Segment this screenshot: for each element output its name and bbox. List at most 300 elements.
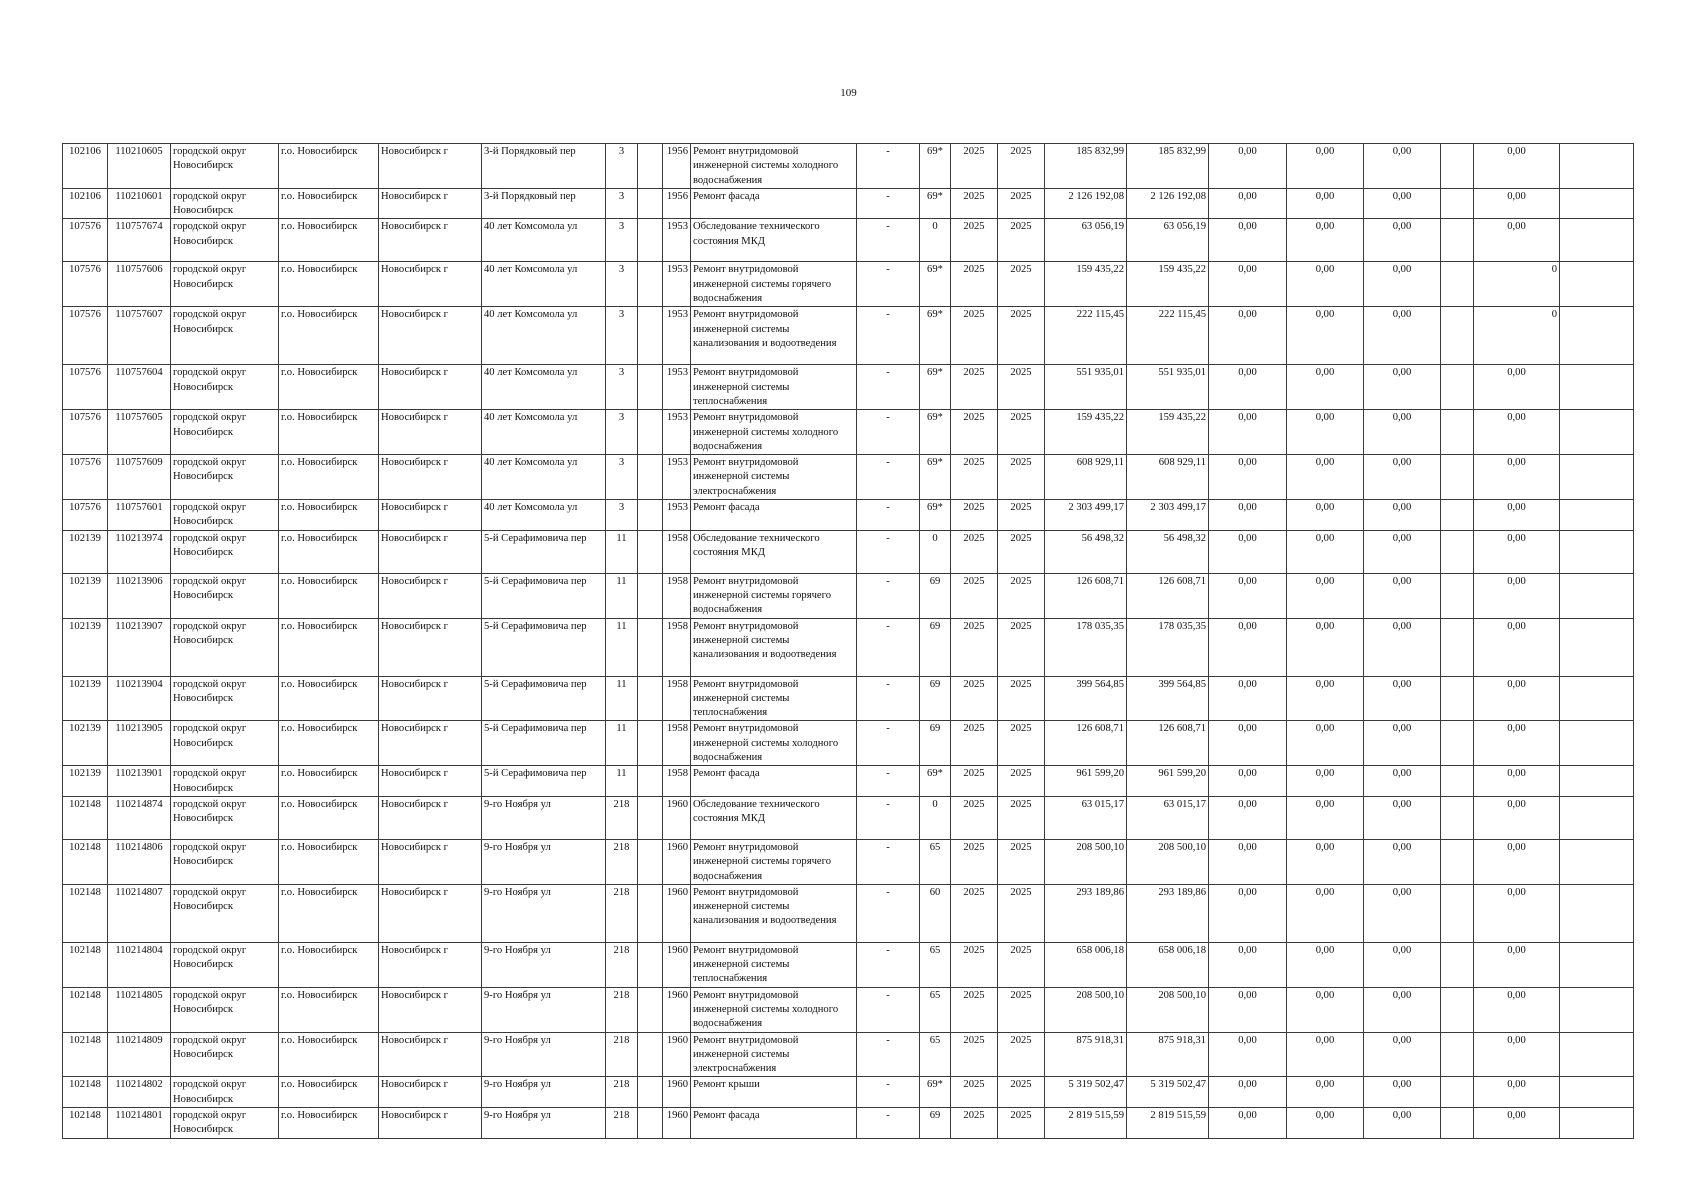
house-number: 11: [606, 676, 638, 721]
house-number: 218: [606, 1108, 638, 1139]
table-row: [63, 410, 1634, 455]
value-3: 0,00: [1364, 1032, 1441, 1077]
table-row: [63, 1032, 1634, 1077]
empty-cell: [638, 219, 663, 262]
empty-cell: [1441, 262, 1474, 307]
wear-percent: 69*: [920, 410, 951, 455]
empty-cell: [638, 188, 663, 219]
table-row: [63, 987, 1634, 1032]
empty-cell: [1441, 676, 1474, 721]
street: 40 лет Комсомола ул: [482, 500, 606, 531]
value-5: 0,00: [1474, 676, 1560, 721]
cost-fund: 63 015,17: [1127, 796, 1209, 839]
cost-total: 56 498,32: [1045, 530, 1127, 573]
work-code: 110213904: [108, 676, 171, 721]
empty-cell: [1441, 455, 1474, 500]
empty-cell: [1441, 573, 1474, 618]
wear-percent: 69*: [920, 262, 951, 307]
dash-cell: -: [857, 987, 920, 1032]
empty-cell: [1560, 766, 1634, 797]
municipality: городской округ Новосибирск: [171, 839, 279, 884]
city: Новосибирск г: [379, 188, 482, 219]
empty-cell: [638, 1032, 663, 1077]
empty-cell: [638, 942, 663, 987]
record-id: 107576: [63, 455, 108, 500]
work-type: Ремонт внутридомовой инженерной системы холодного водоснабжения: [691, 410, 857, 455]
wear-percent: 65: [920, 942, 951, 987]
wear-percent: 69*: [920, 1077, 951, 1108]
work-type: Ремонт внутридомовой инженерной системы канализования и водоотведения: [691, 884, 857, 942]
work-type: Ремонт фасада: [691, 188, 857, 219]
work-type: Ремонт внутридомовой инженерной системы холодного водоснабжения: [691, 721, 857, 766]
value-5: 0,00: [1474, 1077, 1560, 1108]
value-3: 0,00: [1364, 410, 1441, 455]
empty-cell: [1560, 262, 1634, 307]
build-year: 1956: [663, 144, 691, 189]
city: Новосибирск г: [379, 365, 482, 410]
value-5: 0,00: [1474, 721, 1560, 766]
city: Новосибирск г: [379, 500, 482, 531]
dash-cell: -: [857, 796, 920, 839]
value-3: 0,00: [1364, 618, 1441, 676]
district: г.о. Новосибирск: [279, 410, 379, 455]
value-5: 0,00: [1474, 942, 1560, 987]
cost-total: 208 500,10: [1045, 839, 1127, 884]
work-type: Обследование технического состояния МКД: [691, 219, 857, 262]
cost-total: 159 435,22: [1045, 262, 1127, 307]
street: 5-й Серафимовича пер: [482, 530, 606, 573]
plan-year-start: 2025: [951, 188, 998, 219]
value-5: 0,00: [1474, 796, 1560, 839]
value-2: 0,00: [1287, 618, 1364, 676]
value-5: 0: [1474, 262, 1560, 307]
plan-year-start: 2025: [951, 796, 998, 839]
cost-total: 5 319 502,47: [1045, 1077, 1127, 1108]
record-id: 102106: [63, 144, 108, 189]
value-3: 0,00: [1364, 721, 1441, 766]
street: 40 лет Комсомола ул: [482, 262, 606, 307]
table-row: [63, 676, 1634, 721]
build-year: 1960: [663, 1108, 691, 1139]
value-1: 0,00: [1209, 1077, 1287, 1108]
plan-year-start: 2025: [951, 365, 998, 410]
record-id: 102148: [63, 1032, 108, 1077]
table-row: [63, 455, 1634, 500]
record-id: 102148: [63, 1077, 108, 1108]
value-2: 0,00: [1287, 455, 1364, 500]
municipality: городской округ Новосибирск: [171, 1108, 279, 1139]
street: 5-й Серафимовича пер: [482, 618, 606, 676]
house-number: 218: [606, 839, 638, 884]
work-code: 110757601: [108, 500, 171, 531]
value-3: 0,00: [1364, 766, 1441, 797]
table-row: [63, 500, 1634, 531]
value-3: 0,00: [1364, 1108, 1441, 1139]
street: 40 лет Комсомола ул: [482, 307, 606, 365]
value-1: 0,00: [1209, 188, 1287, 219]
municipality: городской округ Новосибирск: [171, 796, 279, 839]
house-number: 11: [606, 721, 638, 766]
value-5: 0,00: [1474, 884, 1560, 942]
value-1: 0,00: [1209, 307, 1287, 365]
value-3: 0,00: [1364, 307, 1441, 365]
work-code: 110214809: [108, 1032, 171, 1077]
work-type: Ремонт внутридомовой инженерной системы канализования и водоотведения: [691, 618, 857, 676]
dash-cell: -: [857, 410, 920, 455]
value-1: 0,00: [1209, 573, 1287, 618]
work-type: Обследование технического состояния МКД: [691, 530, 857, 573]
cost-fund: 875 918,31: [1127, 1032, 1209, 1077]
value-1: 0,00: [1209, 721, 1287, 766]
value-1: 0,00: [1209, 766, 1287, 797]
value-3: 0,00: [1364, 987, 1441, 1032]
value-2: 0,00: [1287, 365, 1364, 410]
work-type: Ремонт внутридомовой инженерной системы теплоснабжения: [691, 365, 857, 410]
empty-cell: [638, 1108, 663, 1139]
empty-cell: [1560, 618, 1634, 676]
street: 9-го Ноября ул: [482, 1077, 606, 1108]
plan-year-end: 2025: [998, 455, 1045, 500]
plan-year-start: 2025: [951, 144, 998, 189]
value-3: 0,00: [1364, 1077, 1441, 1108]
record-id: 102148: [63, 987, 108, 1032]
house-number: 218: [606, 796, 638, 839]
dash-cell: -: [857, 618, 920, 676]
cost-total: 222 115,45: [1045, 307, 1127, 365]
dash-cell: -: [857, 455, 920, 500]
house-number: 3: [606, 500, 638, 531]
dash-cell: -: [857, 530, 920, 573]
empty-cell: [1560, 1077, 1634, 1108]
table-row: [63, 1108, 1634, 1139]
city: Новосибирск г: [379, 796, 482, 839]
value-1: 0,00: [1209, 1032, 1287, 1077]
cost-total: 63 056,19: [1045, 219, 1127, 262]
municipality: городской округ Новосибирск: [171, 262, 279, 307]
table-row: [63, 530, 1634, 573]
street: 5-й Серафимовича пер: [482, 721, 606, 766]
record-id: 107576: [63, 219, 108, 262]
empty-cell: [1560, 987, 1634, 1032]
build-year: 1960: [663, 884, 691, 942]
district: г.о. Новосибирск: [279, 618, 379, 676]
empty-cell: [1560, 455, 1634, 500]
record-id: 102148: [63, 796, 108, 839]
work-type: Ремонт внутридомовой инженерной системы теплоснабжения: [691, 942, 857, 987]
cost-total: 2 303 499,17: [1045, 500, 1127, 531]
plan-year-end: 2025: [998, 1032, 1045, 1077]
work-type: Ремонт внутридомовой инженерной системы электроснабжения: [691, 1032, 857, 1077]
build-year: 1958: [663, 676, 691, 721]
empty-cell: [1560, 307, 1634, 365]
empty-cell: [1441, 188, 1474, 219]
house-number: 3: [606, 219, 638, 262]
empty-cell: [1441, 987, 1474, 1032]
street: 9-го Ноября ул: [482, 1032, 606, 1077]
table-row: [63, 219, 1634, 262]
empty-cell: [638, 796, 663, 839]
value-3: 0,00: [1364, 796, 1441, 839]
value-3: 0,00: [1364, 530, 1441, 573]
build-year: 1956: [663, 188, 691, 219]
plan-year-start: 2025: [951, 987, 998, 1032]
dash-cell: -: [857, 1077, 920, 1108]
plan-year-start: 2025: [951, 410, 998, 455]
house-number: 11: [606, 573, 638, 618]
municipality: городской округ Новосибирск: [171, 1077, 279, 1108]
value-2: 0,00: [1287, 573, 1364, 618]
work-type: Ремонт внутридомовой инженерной системы теплоснабжения: [691, 676, 857, 721]
work-type: Ремонт внутридомовой инженерной системы канализования и водоотведения: [691, 307, 857, 365]
dash-cell: -: [857, 676, 920, 721]
district: г.о. Новосибирск: [279, 942, 379, 987]
value-1: 0,00: [1209, 1108, 1287, 1139]
empty-cell: [1560, 942, 1634, 987]
municipality: городской округ Новосибирск: [171, 573, 279, 618]
dash-cell: -: [857, 365, 920, 410]
record-id: 102139: [63, 530, 108, 573]
empty-cell: [1441, 365, 1474, 410]
value-2: 0,00: [1287, 721, 1364, 766]
empty-cell: [1441, 942, 1474, 987]
municipality: городской округ Новосибирск: [171, 766, 279, 797]
municipality: городской округ Новосибирск: [171, 884, 279, 942]
municipality: городской округ Новосибирск: [171, 410, 279, 455]
plan-year-end: 2025: [998, 410, 1045, 455]
cost-fund: 159 435,22: [1127, 262, 1209, 307]
cost-total: 961 599,20: [1045, 766, 1127, 797]
value-5: 0,00: [1474, 188, 1560, 219]
wear-percent: 69: [920, 1108, 951, 1139]
value-5: 0,00: [1474, 1032, 1560, 1077]
wear-percent: 69*: [920, 766, 951, 797]
work-type: Ремонт внутридомовой инженерной системы горячего водоснабжения: [691, 839, 857, 884]
work-type: Ремонт внутридомовой инженерной системы холодного водоснабжения: [691, 987, 857, 1032]
plan-year-start: 2025: [951, 530, 998, 573]
work-type: Ремонт фасада: [691, 766, 857, 797]
dash-cell: -: [857, 884, 920, 942]
street: 9-го Ноября ул: [482, 987, 606, 1032]
value-3: 0,00: [1364, 500, 1441, 531]
city: Новосибирск г: [379, 676, 482, 721]
empty-cell: [1560, 410, 1634, 455]
work-code: 110757674: [108, 219, 171, 262]
house-number: 11: [606, 618, 638, 676]
table-row: [63, 839, 1634, 884]
empty-cell: [638, 307, 663, 365]
plan-year-end: 2025: [998, 1108, 1045, 1139]
house-number: 11: [606, 766, 638, 797]
plan-year-end: 2025: [998, 573, 1045, 618]
cost-total: 551 935,01: [1045, 365, 1127, 410]
value-3: 0,00: [1364, 839, 1441, 884]
plan-year-start: 2025: [951, 766, 998, 797]
district: г.о. Новосибирск: [279, 766, 379, 797]
work-code: 110757609: [108, 455, 171, 500]
empty-cell: [1560, 365, 1634, 410]
municipality: городской округ Новосибирск: [171, 618, 279, 676]
district: г.о. Новосибирск: [279, 144, 379, 189]
empty-cell: [638, 410, 663, 455]
empty-cell: [638, 839, 663, 884]
municipality: городской округ Новосибирск: [171, 987, 279, 1032]
work-type: Ремонт крыши: [691, 1077, 857, 1108]
empty-cell: [638, 365, 663, 410]
street: 40 лет Комсомола ул: [482, 410, 606, 455]
plan-year-start: 2025: [951, 1077, 998, 1108]
work-code: 110214804: [108, 942, 171, 987]
table-row: [63, 884, 1634, 942]
city: Новосибирск г: [379, 307, 482, 365]
empty-cell: [1441, 307, 1474, 365]
build-year: 1960: [663, 1077, 691, 1108]
empty-cell: [638, 530, 663, 573]
value-5: 0,00: [1474, 573, 1560, 618]
value-1: 0,00: [1209, 839, 1287, 884]
cost-fund: 126 608,71: [1127, 721, 1209, 766]
work-type: Ремонт внутридомовой инженерной системы электроснабжения: [691, 455, 857, 500]
value-3: 0,00: [1364, 676, 1441, 721]
value-2: 0,00: [1287, 987, 1364, 1032]
value-1: 0,00: [1209, 219, 1287, 262]
city: Новосибирск г: [379, 410, 482, 455]
city: Новосибирск г: [379, 766, 482, 797]
wear-percent: 69: [920, 573, 951, 618]
district: г.о. Новосибирск: [279, 1108, 379, 1139]
city: Новосибирск г: [379, 1108, 482, 1139]
empty-cell: [638, 573, 663, 618]
wear-percent: 65: [920, 987, 951, 1032]
house-number: 3: [606, 365, 638, 410]
wear-percent: 69*: [920, 500, 951, 531]
empty-cell: [1560, 500, 1634, 531]
empty-cell: [1441, 721, 1474, 766]
value-2: 0,00: [1287, 676, 1364, 721]
plan-year-start: 2025: [951, 942, 998, 987]
municipality: городской округ Новосибирск: [171, 144, 279, 189]
build-year: 1953: [663, 219, 691, 262]
wear-percent: 69: [920, 721, 951, 766]
cost-total: 63 015,17: [1045, 796, 1127, 839]
empty-cell: [638, 144, 663, 189]
empty-cell: [1560, 188, 1634, 219]
record-id: 107576: [63, 410, 108, 455]
plan-year-end: 2025: [998, 219, 1045, 262]
plan-year-end: 2025: [998, 262, 1045, 307]
municipality: городской округ Новосибирск: [171, 307, 279, 365]
municipality: городской округ Новосибирск: [171, 1032, 279, 1077]
city: Новосибирск г: [379, 530, 482, 573]
value-2: 0,00: [1287, 219, 1364, 262]
value-1: 0,00: [1209, 676, 1287, 721]
dash-cell: -: [857, 219, 920, 262]
city: Новосибирск г: [379, 1032, 482, 1077]
district: г.о. Новосибирск: [279, 1032, 379, 1077]
cost-fund: 222 115,45: [1127, 307, 1209, 365]
cost-total: 608 929,11: [1045, 455, 1127, 500]
plan-year-end: 2025: [998, 884, 1045, 942]
wear-percent: 69*: [920, 307, 951, 365]
district: г.о. Новосибирск: [279, 530, 379, 573]
cost-fund: 551 935,01: [1127, 365, 1209, 410]
house-number: 3: [606, 144, 638, 189]
table-row: [63, 144, 1634, 189]
district: г.о. Новосибирск: [279, 219, 379, 262]
plan-year-end: 2025: [998, 839, 1045, 884]
city: Новосибирск г: [379, 987, 482, 1032]
street: 3-й Порядковый пер: [482, 188, 606, 219]
table-row: [63, 796, 1634, 839]
work-code: 110213901: [108, 766, 171, 797]
cost-fund: 2 126 192,08: [1127, 188, 1209, 219]
plan-year-end: 2025: [998, 1077, 1045, 1108]
cost-fund: 208 500,10: [1127, 839, 1209, 884]
value-3: 0,00: [1364, 884, 1441, 942]
plan-year-end: 2025: [998, 365, 1045, 410]
table-row: [63, 942, 1634, 987]
value-1: 0,00: [1209, 942, 1287, 987]
value-5: 0,00: [1474, 455, 1560, 500]
record-id: 107576: [63, 365, 108, 410]
work-code: 110214874: [108, 796, 171, 839]
municipality: городской округ Новосибирск: [171, 530, 279, 573]
plan-year-end: 2025: [998, 500, 1045, 531]
empty-cell: [1560, 676, 1634, 721]
value-1: 0,00: [1209, 455, 1287, 500]
dash-cell: -: [857, 942, 920, 987]
value-5: 0,00: [1474, 1108, 1560, 1139]
plan-year-end: 2025: [998, 530, 1045, 573]
work-code: 110210601: [108, 188, 171, 219]
empty-cell: [638, 766, 663, 797]
cost-total: 658 006,18: [1045, 942, 1127, 987]
value-3: 0,00: [1364, 219, 1441, 262]
plan-year-start: 2025: [951, 573, 998, 618]
plan-year-end: 2025: [998, 766, 1045, 797]
district: г.о. Новосибирск: [279, 262, 379, 307]
cost-fund: 208 500,10: [1127, 987, 1209, 1032]
value-5: 0,00: [1474, 144, 1560, 189]
plan-year-end: 2025: [998, 144, 1045, 189]
build-year: 1958: [663, 530, 691, 573]
empty-cell: [638, 987, 663, 1032]
house-number: 218: [606, 942, 638, 987]
district: г.о. Новосибирск: [279, 500, 379, 531]
work-type: Обследование технического состояния МКД: [691, 796, 857, 839]
value-1: 0,00: [1209, 884, 1287, 942]
empty-cell: [1560, 144, 1634, 189]
empty-cell: [1441, 884, 1474, 942]
empty-cell: [1560, 573, 1634, 618]
value-5: 0,00: [1474, 839, 1560, 884]
street: 9-го Ноября ул: [482, 839, 606, 884]
house-number: 218: [606, 1032, 638, 1077]
empty-cell: [638, 500, 663, 531]
table-row: [63, 262, 1634, 307]
work-type: Ремонт фасада: [691, 1108, 857, 1139]
city: Новосибирск г: [379, 219, 482, 262]
municipality: городской округ Новосибирск: [171, 942, 279, 987]
value-2: 0,00: [1287, 410, 1364, 455]
value-2: 0,00: [1287, 942, 1364, 987]
empty-cell: [1441, 1077, 1474, 1108]
cost-fund: 2 819 515,59: [1127, 1108, 1209, 1139]
city: Новосибирск г: [379, 942, 482, 987]
district: г.о. Новосибирск: [279, 676, 379, 721]
street: 9-го Ноября ул: [482, 796, 606, 839]
plan-year-start: 2025: [951, 721, 998, 766]
work-code: 110757604: [108, 365, 171, 410]
